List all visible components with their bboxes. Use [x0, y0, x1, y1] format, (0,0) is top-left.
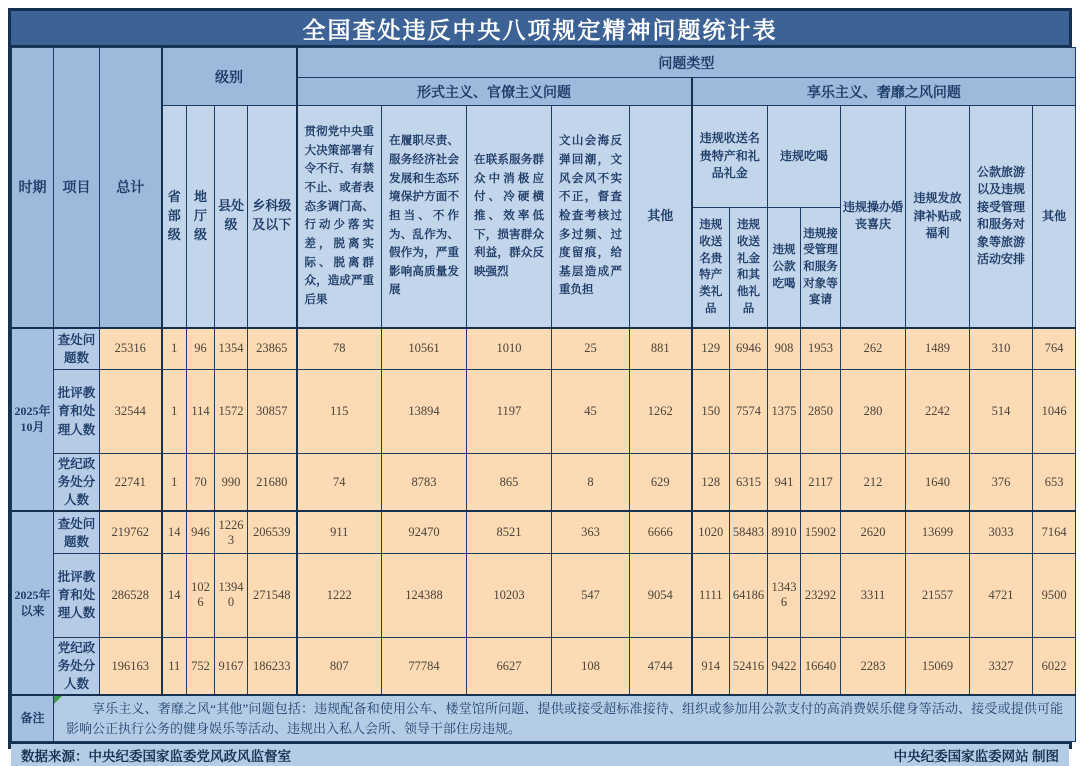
statistics-table-frame: [8, 8, 1072, 765]
value-cell: 881: [630, 328, 692, 370]
value-cell: 1111: [692, 553, 730, 637]
row-label: 查处问题数: [54, 328, 100, 370]
value-cell: 10203: [467, 553, 552, 637]
value-cell: 629: [630, 454, 692, 512]
value-cell: 129: [692, 328, 730, 370]
value-cell: 1572: [215, 370, 248, 454]
value-cell: 1010: [467, 328, 552, 370]
value-cell: 9422: [768, 637, 801, 695]
header-row-1: [12, 48, 1076, 78]
value-cell: 8521: [467, 511, 552, 553]
value-cell: 262: [841, 328, 906, 370]
value-cell: 8: [552, 454, 630, 512]
value-cell: 1262: [630, 370, 692, 454]
value-cell: 764: [1033, 328, 1076, 370]
value-cell: 32544: [100, 370, 162, 454]
value-cell: 990: [215, 454, 248, 512]
value-cell: 3311: [841, 553, 906, 637]
value-cell: 1: [162, 328, 187, 370]
value-cell: 11: [162, 637, 187, 695]
value-cell: 2620: [841, 511, 906, 553]
value-cell: 219762: [100, 511, 162, 553]
value-cell: 22741: [100, 454, 162, 512]
period-label: 2025年10月: [12, 328, 54, 512]
header-formalism-col-2: 在履职尽责、服务经济社会发展和生态环境保护方面不担当、不作为、乱作为、假作为，严重影响高质量发展: [382, 106, 467, 328]
value-cell: 752: [187, 637, 215, 695]
header-formalism-other: 其他: [630, 106, 692, 328]
value-cell: 77784: [382, 637, 467, 695]
value-cell: 15069: [906, 637, 970, 695]
value-cell: 9500: [1033, 553, 1076, 637]
remarks-row: [12, 695, 1076, 742]
value-cell: 14: [162, 553, 187, 637]
value-cell: 25: [552, 328, 630, 370]
value-cell: 9167: [215, 637, 248, 695]
value-cell: 108: [552, 637, 630, 695]
value-cell: 514: [970, 370, 1033, 454]
table-row: [12, 637, 1076, 695]
value-cell: 4721: [970, 553, 1033, 637]
value-cell: 6666: [630, 511, 692, 553]
value-cell: 1026: [187, 553, 215, 637]
value-cell: 941: [768, 454, 801, 512]
header-level-township: 乡科级及以下: [248, 106, 297, 328]
value-cell: 15902: [801, 511, 841, 553]
value-cell: 52416: [730, 637, 768, 695]
header-level-province: 省部级: [162, 106, 187, 328]
value-cell: 12263: [215, 511, 248, 553]
value-cell: 8910: [768, 511, 801, 553]
header-level-prefecture: 地厅级: [187, 106, 215, 328]
page-title: 全国查处违反中央八项规定精神问题统计表: [11, 11, 1069, 47]
value-cell: 1020: [692, 511, 730, 553]
header-formalism-group: 形式主义、官僚主义问题: [297, 78, 692, 106]
table-row: [12, 553, 1076, 637]
value-cell: 1222: [297, 553, 382, 637]
value-cell: 7574: [730, 370, 768, 454]
value-cell: 70: [187, 454, 215, 512]
value-cell: 6627: [467, 637, 552, 695]
chart-credit-text: 中央纪委国家监委网站 制图: [893, 749, 1059, 765]
value-cell: 128: [692, 454, 730, 512]
header-formalism-col-4: 文山会海反弹回潮，文风会风不实不正，督查检查考核过多过频、过度留痕，给基层造成严重负担: [552, 106, 630, 328]
value-cell: 653: [1033, 454, 1076, 512]
header-level-county: 县处级: [215, 106, 248, 328]
value-cell: 911: [297, 511, 382, 553]
value-cell: 6946: [730, 328, 768, 370]
header-formalism-col-1: 贯彻党中央重大决策部署有令不行、有禁不止、或者表态多调门高、行动少落实差，脱离实际、脱离群众，造成严重后果: [297, 106, 382, 328]
value-cell: 1640: [906, 454, 970, 512]
value-cell: 96: [187, 328, 215, 370]
value-cell: 310: [970, 328, 1033, 370]
value-cell: 13940: [215, 553, 248, 637]
value-cell: 23292: [801, 553, 841, 637]
value-cell: 3033: [970, 511, 1033, 553]
value-cell: 150: [692, 370, 730, 454]
header-total: 总计: [100, 48, 162, 328]
value-cell: 25316: [100, 328, 162, 370]
value-cell: 196163: [100, 637, 162, 695]
value-cell: 1953: [801, 328, 841, 370]
value-cell: 30857: [248, 370, 297, 454]
header-dining-group: 违规吃喝: [768, 106, 841, 208]
value-cell: 271548: [248, 553, 297, 637]
value-cell: 2117: [801, 454, 841, 512]
value-cell: 4744: [630, 637, 692, 695]
credit-bar: [11, 742, 1069, 766]
value-cell: 1489: [906, 328, 970, 370]
value-cell: 2242: [906, 370, 970, 454]
value-cell: 58483: [730, 511, 768, 553]
value-cell: 124388: [382, 553, 467, 637]
header-sub-public-funds-dining: 违规公款吃喝: [768, 208, 801, 328]
value-cell: 78: [297, 328, 382, 370]
value-cell: 212: [841, 454, 906, 512]
value-cell: 807: [297, 637, 382, 695]
header-sub-specialty-gifts: 违规收送名贵特产类礼品: [692, 208, 730, 328]
period-label: 2025年以来: [12, 511, 54, 695]
value-cell: 16640: [801, 637, 841, 695]
row-label: 党纪政务处分人数: [54, 637, 100, 695]
row-label: 批评教育和处理人数: [54, 553, 100, 637]
header-item: 项目: [54, 48, 100, 328]
value-cell: 115: [297, 370, 382, 454]
remarks-cell: [54, 695, 1076, 742]
value-cell: 206539: [248, 511, 297, 553]
value-cell: 92470: [382, 511, 467, 553]
row-label: 查处问题数: [54, 511, 100, 553]
header-problem-type: 问题类型: [297, 48, 1076, 78]
remarks-label: 备注: [12, 695, 54, 742]
value-cell: 1: [162, 454, 187, 512]
value-cell: 13894: [382, 370, 467, 454]
header-hedonism-group: 享乐主义、奢靡之风问题: [692, 78, 1076, 106]
table-row: [12, 328, 1076, 370]
value-cell: 21680: [248, 454, 297, 512]
value-cell: 363: [552, 511, 630, 553]
value-cell: 6315: [730, 454, 768, 512]
value-cell: 908: [768, 328, 801, 370]
header-row-3: [12, 106, 1076, 208]
value-cell: 9054: [630, 553, 692, 637]
value-cell: 547: [552, 553, 630, 637]
value-cell: 186233: [248, 637, 297, 695]
value-cell: 13436: [768, 553, 801, 637]
table-row: [12, 511, 1076, 553]
value-cell: 21557: [906, 553, 970, 637]
table-row: [12, 454, 1076, 512]
header-level-group: 级别: [162, 48, 297, 106]
value-cell: 64186: [730, 553, 768, 637]
value-cell: 865: [467, 454, 552, 512]
header-hedonism-other: 其他: [1033, 106, 1076, 328]
header-gifts-group: 违规收送名贵特产和礼品礼金: [692, 106, 768, 208]
remarks-text: 享乐主义、奢靡之风“其他”问题包括：违规配备和使用公车、楼堂馆所问题、提供或接受超标准接待、组织或参加用公款支付的高消费娱乐健身等活动、接受或提供可能影响公正执行公务的健身娱乐等活动、违规出入私人会所、领导干部住房违规。: [66, 701, 1064, 736]
value-cell: 376: [970, 454, 1033, 512]
value-cell: 2283: [841, 637, 906, 695]
value-cell: 946: [187, 511, 215, 553]
value-cell: 914: [692, 637, 730, 695]
header-sub-cash-gifts: 违规收送礼金和其他礼品: [730, 208, 768, 328]
header-public-funded-travel: 公款旅游以及违规接受管理和服务对象等旅游活动安排: [970, 106, 1033, 328]
value-cell: 114: [187, 370, 215, 454]
value-cell: 6022: [1033, 637, 1076, 695]
row-label: 批评教育和处理人数: [54, 370, 100, 454]
cell-corner-marker: [54, 696, 62, 704]
header-allowances: 违规发放津补贴或福利: [906, 106, 970, 328]
value-cell: 45: [552, 370, 630, 454]
value-cell: 286528: [100, 553, 162, 637]
value-cell: 14: [162, 511, 187, 553]
header-period: 时期: [12, 48, 54, 328]
value-cell: 1375: [768, 370, 801, 454]
table-row: [12, 370, 1076, 454]
row-label: 党纪政务处分人数: [54, 454, 100, 512]
data-source-text: 数据来源：中央纪委国家监委党风政风监督室: [21, 749, 291, 765]
statistics-table: [11, 47, 1076, 742]
value-cell: 8783: [382, 454, 467, 512]
value-cell: 10561: [382, 328, 467, 370]
header-weddings-funerals: 违规操办婚丧喜庆: [841, 106, 906, 328]
value-cell: 7164: [1033, 511, 1076, 553]
value-cell: 74: [297, 454, 382, 512]
value-cell: 280: [841, 370, 906, 454]
value-cell: 1046: [1033, 370, 1076, 454]
value-cell: 3327: [970, 637, 1033, 695]
value-cell: 23865: [248, 328, 297, 370]
value-cell: 2850: [801, 370, 841, 454]
value-cell: 13699: [906, 511, 970, 553]
header-sub-banquets: 违规接受管理和服务对象等宴请: [801, 208, 841, 328]
value-cell: 1: [162, 370, 187, 454]
value-cell: 1197: [467, 370, 552, 454]
header-formalism-col-3: 在联系服务群众中消极应付、冷硬横推、效率低下，损害群众利益，群众反映强烈: [467, 106, 552, 328]
value-cell: 1354: [215, 328, 248, 370]
